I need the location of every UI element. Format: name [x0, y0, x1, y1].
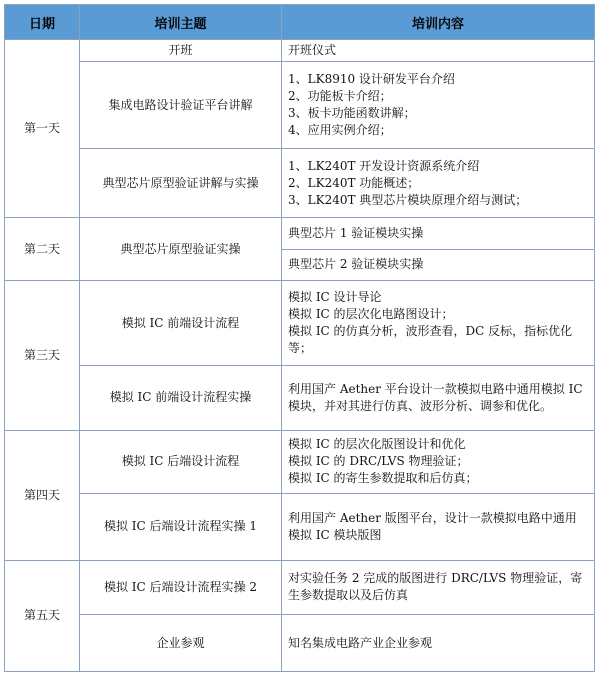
topic-cell: 模拟 IC 后端设计流程实操 2: [80, 560, 282, 615]
content-line: 4、应用实例介绍；: [288, 123, 392, 138]
content-line: 模拟 IC 的 DRC/LVS 物理验证；: [288, 454, 469, 469]
content-line: 开班仪式: [288, 43, 337, 58]
topic-cell: 典型芯片原型验证讲解与实操: [80, 149, 282, 218]
table-row: [5, 430, 595, 493]
content-cell: [282, 366, 595, 431]
header-day: 日期: [5, 5, 80, 40]
topic-cell: 典型芯片原型验证实操: [80, 218, 282, 281]
content-cell: [282, 430, 595, 493]
header-content: 培训内容: [282, 5, 595, 40]
topic-cell: 开班: [80, 40, 282, 62]
content-cell: [282, 149, 595, 218]
day-cell: 第一天: [5, 40, 80, 218]
content-line: 知名集成电路产业企业参观: [288, 635, 433, 650]
day-cell: 第五天: [5, 560, 80, 671]
table-row: [5, 281, 595, 366]
content-cell: [282, 218, 595, 249]
content-line: 2、功能板卡介绍；: [288, 89, 392, 104]
header-topic: 培训主题: [80, 5, 282, 40]
topic-cell: 模拟 IC 后端设计流程: [80, 430, 282, 493]
content-cell: [282, 493, 595, 560]
table-row: [5, 149, 595, 218]
table-row: [5, 366, 595, 431]
table-row: [5, 62, 595, 149]
training-schedule-table: [4, 4, 595, 672]
content-line: 对实验任务 2 完成的版图进行 DRC/LVS 物理验证，寄生参数提取以及后仿真: [288, 571, 583, 603]
content-line: 利用国产 Aether 版图平台，设计一款模拟电路中通用模拟 IC 模块版图: [288, 510, 577, 542]
content-line: 模拟 IC 的寄生参数提取和后仿真；: [288, 471, 478, 486]
table-row: [5, 218, 595, 249]
content-cell: [282, 281, 595, 366]
table-row: [5, 40, 595, 62]
content-line: 2、LK240T 功能概述；: [288, 175, 420, 190]
content-line: 典型芯片 2 验证模块实操: [288, 257, 424, 272]
content-line: 3、LK240T 典型芯片模块原理介绍与测试；: [288, 192, 528, 207]
content-line: 模拟 IC 的层次化电路图设计；: [288, 307, 454, 322]
topic-cell: 集成电路设计验证平台讲解: [80, 62, 282, 149]
table-row: [5, 560, 595, 615]
table-row: [5, 615, 595, 672]
content-line: 利用国产 Aether 平台设计一款模拟电路中通用模拟 IC 模块，并对其进行仿真、波形分析、调参和优化。: [288, 381, 583, 413]
content-cell: [282, 62, 595, 149]
header-row: [5, 5, 595, 40]
content-line: 模拟 IC 的仿真分析，波形查看，DC 反标，指标优化等；: [288, 324, 573, 356]
content-line: 模拟 IC 的层次化版图设计和优化: [288, 437, 466, 452]
day-cell: 第四天: [5, 430, 80, 560]
day-cell: 第二天: [5, 218, 80, 281]
content-line: 1、LK240T 开发设计资源系统介绍: [288, 158, 480, 173]
content-line: 3、板卡功能函数讲解；: [288, 106, 416, 121]
content-cell: [282, 615, 595, 672]
content-line: 模拟 IC 设计导论: [288, 290, 382, 305]
topic-cell: 企业参观: [80, 615, 282, 672]
topic-cell: 模拟 IC 前端设计流程实操: [80, 366, 282, 431]
day-cell: 第三天: [5, 281, 80, 431]
content-cell: [282, 249, 595, 280]
content-line: 典型芯片 1 验证模块实操: [288, 225, 424, 240]
topic-cell: 模拟 IC 后端设计流程实操 1: [80, 493, 282, 560]
content-cell: [282, 560, 595, 615]
table-row: [5, 493, 595, 560]
content-cell: [282, 40, 595, 62]
topic-cell: 模拟 IC 前端设计流程: [80, 281, 282, 366]
content-line: 1、LK8910 设计研发平台介绍: [288, 72, 455, 87]
